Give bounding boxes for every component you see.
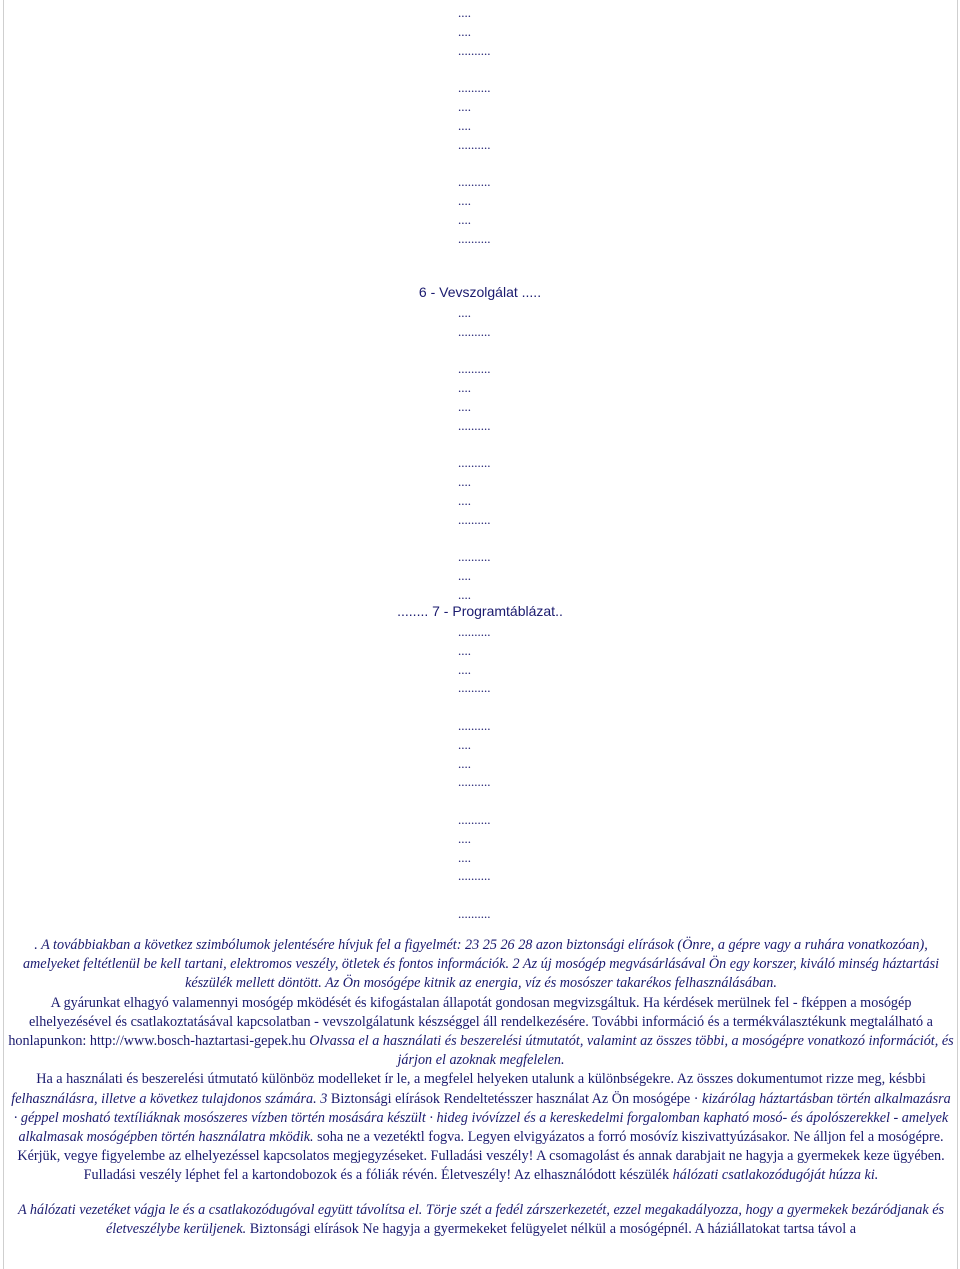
dotted-leader-line: .... — [458, 661, 471, 677]
disposal-text-a: A hálózati vezetéket vágja le és a csatlakozódugóval együtt távolítsa el. Törje szét a fedél zárszerkezetét, ezzel megakadályozza, hogy a gyermekek — [17, 1201, 852, 1218]
dotted-leader-line: .......... — [458, 905, 491, 921]
dotted-leader-line: .......... — [458, 361, 491, 377]
dotted-leader-line — [458, 154, 538, 173]
dotted-leader-line: .... — [458, 98, 471, 114]
dotted-leader-line: .......... — [458, 717, 491, 733]
safety-text-e: soha ne a vezetéktl fogva. Legyen elvigyázatos a forró mosóvíz kiszivattyúzásakor. Ne álljon fel a mosógépre. Kérjük, vegye figyelembe az elhelyezéssel kapcsolatos megjegyzéseket. Fulladási veszély! A csomagolást és annak darabjait ne hagyja a gyermekek keze ügyében. Fulladási veszély léphet fel a kartondobozok és a fóliák révén. Életveszély! Az elhasználódott készülék — [17, 1129, 945, 1184]
dotted-leader-line: .......... — [458, 811, 491, 827]
dotted-leader-line: .... — [458, 192, 471, 208]
dotted-toc-middle — [458, 304, 538, 605]
dotted-leader-line — [458, 886, 538, 905]
quality-text-italic: Olvassa el a használati és beszerelési útmutatót, valamint az összes többi, a mosógépre vonatkozó információt, és járjon el azoknak megfelelen. — [305, 1033, 954, 1069]
dotted-toc-top — [458, 4, 538, 248]
dotted-leader-line: .......... — [458, 323, 491, 339]
intro-text: . A továbbiakban a következ szimbólumok jelentésére hívjuk fel a figyelmét: 23 25 26 28 azon biztonsági elírások (Önre, a gépre vagy a ruhára vonatkozóan), amelyeket feltétlenül be kell tartani, elektromos veszély, ötletek és fontos információk. 2 Az új mosógép megvásárlásával Ön egy korszer, kiváló minség háztartási készülék mellett döntött. Az Ön mosógépe kitnik az energia, víz és mosószer takarékos felhasználásában. — [22, 937, 940, 992]
dotted-leader-line — [458, 60, 538, 79]
dotted-leader-line: .... — [458, 830, 471, 846]
intro-paragraph — [8, 936, 954, 994]
disposal-text-c: Biztonsági elírások Ne hagyja a gyermekeket felügyelet nélkül a mosógépnél. A háziállatokat tartsa távol a — [246, 1220, 857, 1237]
safety-text-f: hálózati csatlakozódugóját húzza ki. — [672, 1167, 879, 1184]
dotted-leader-line: .......... — [458, 511, 491, 527]
safety-paragraph — [8, 1070, 954, 1185]
toc-heading-customer-service[interactable]: 6 - Vevszolgálat ..... — [418, 284, 542, 300]
dotted-leader-line: .... — [458, 305, 471, 320]
dotted-leader-line: .......... — [458, 774, 491, 790]
dotted-leader-line: .......... — [458, 80, 491, 96]
dotted-leader-line: .... — [458, 380, 471, 396]
disposal-text-b: bezáródjanak és életveszélybe kerüljenek. — [105, 1201, 945, 1237]
dotted-leader-line: .... — [458, 492, 471, 508]
dotted-leader-line: .......... — [458, 868, 491, 884]
dotted-leader-line — [458, 530, 538, 549]
disposal-paragraph — [8, 1201, 954, 1239]
safety-text-a: Ha a használati és beszerelési útmutató különböz modelleket ír le, a megfelel helyeken utalunk a különbségekre. Az összes dokumentumot rizze meg, késbbi — [36, 1071, 926, 1088]
dotted-leader-line: .......... — [458, 42, 491, 58]
dotted-leader-line: .......... — [458, 417, 491, 433]
dotted-leader-line — [458, 436, 538, 455]
quality-paragraph — [8, 994, 954, 1071]
dotted-leader-line: .......... — [458, 624, 491, 639]
dotted-leader-line: .... — [458, 23, 471, 39]
dotted-leader-line — [458, 342, 538, 361]
document-body — [8, 936, 954, 1239]
dotted-leader-line: .... — [458, 398, 471, 414]
dotted-leader-line: .... — [458, 117, 471, 133]
safety-text-c: Biztonsági elírások Rendeltetésszer használat Az Ön mosógépe · — [327, 1090, 703, 1107]
dotted-leader-line: .... — [458, 586, 471, 602]
dotted-leader-line: .... — [458, 849, 471, 865]
dotted-leader-line: .... — [458, 736, 471, 752]
dotted-leader-line: .... — [458, 211, 471, 227]
dotted-leader-line: .... — [458, 755, 471, 771]
dotted-leader-line: .......... — [458, 174, 491, 190]
safety-text-b: felhasználásra, illetve a következ tulajdonos számára. 3 — [11, 1090, 328, 1107]
dotted-leader-line — [458, 792, 538, 811]
dotted-leader-line: .......... — [458, 455, 491, 471]
dotted-leader-line — [458, 698, 538, 717]
dotted-leader-line: .......... — [458, 549, 491, 565]
dotted-leader-line: .... — [458, 474, 471, 490]
safety-text-d: kizárólag háztartásban történ alkalmazásra · géppel mosható textíliáknak mosószeres vízben történ mosására készült · hideg ivóvízzel és a kereskedelmi forgalomban kapható mosó- és ápolószerekkel - amelyek alkalmasak mosógépben történ használatra mködik. — [13, 1090, 951, 1146]
dotted-leader-line: .... — [458, 568, 471, 584]
dotted-toc-lower — [458, 623, 538, 924]
quality-text: A gyárunkat elhagyó valamennyi mosógép mködését és kifogástalan állapotát gondosan megvizsgáltuk. Ha kérdések merülnek fel - fképpen a mosógép elhelyezésével és csatlakoztatásával kapcsolatban - vevszolgálatunk készséggel áll rendelkezésére. További információ és a termékválasztékunk megtalálható a honlapunkon: http://www.bosch-haztartasi-gepek.hu — [8, 994, 933, 1050]
dotted-leader-line: .......... — [458, 136, 491, 152]
dotted-leader-line: .......... — [458, 680, 491, 696]
toc-heading-program-table[interactable]: ........ 7 - Programtáblázat.. — [397, 603, 563, 619]
dotted-leader-line: .... — [458, 642, 471, 658]
dotted-leader-line: .......... — [458, 230, 491, 246]
paragraph-gap — [8, 1186, 954, 1201]
dotted-leader-line: .... — [458, 5, 471, 20]
